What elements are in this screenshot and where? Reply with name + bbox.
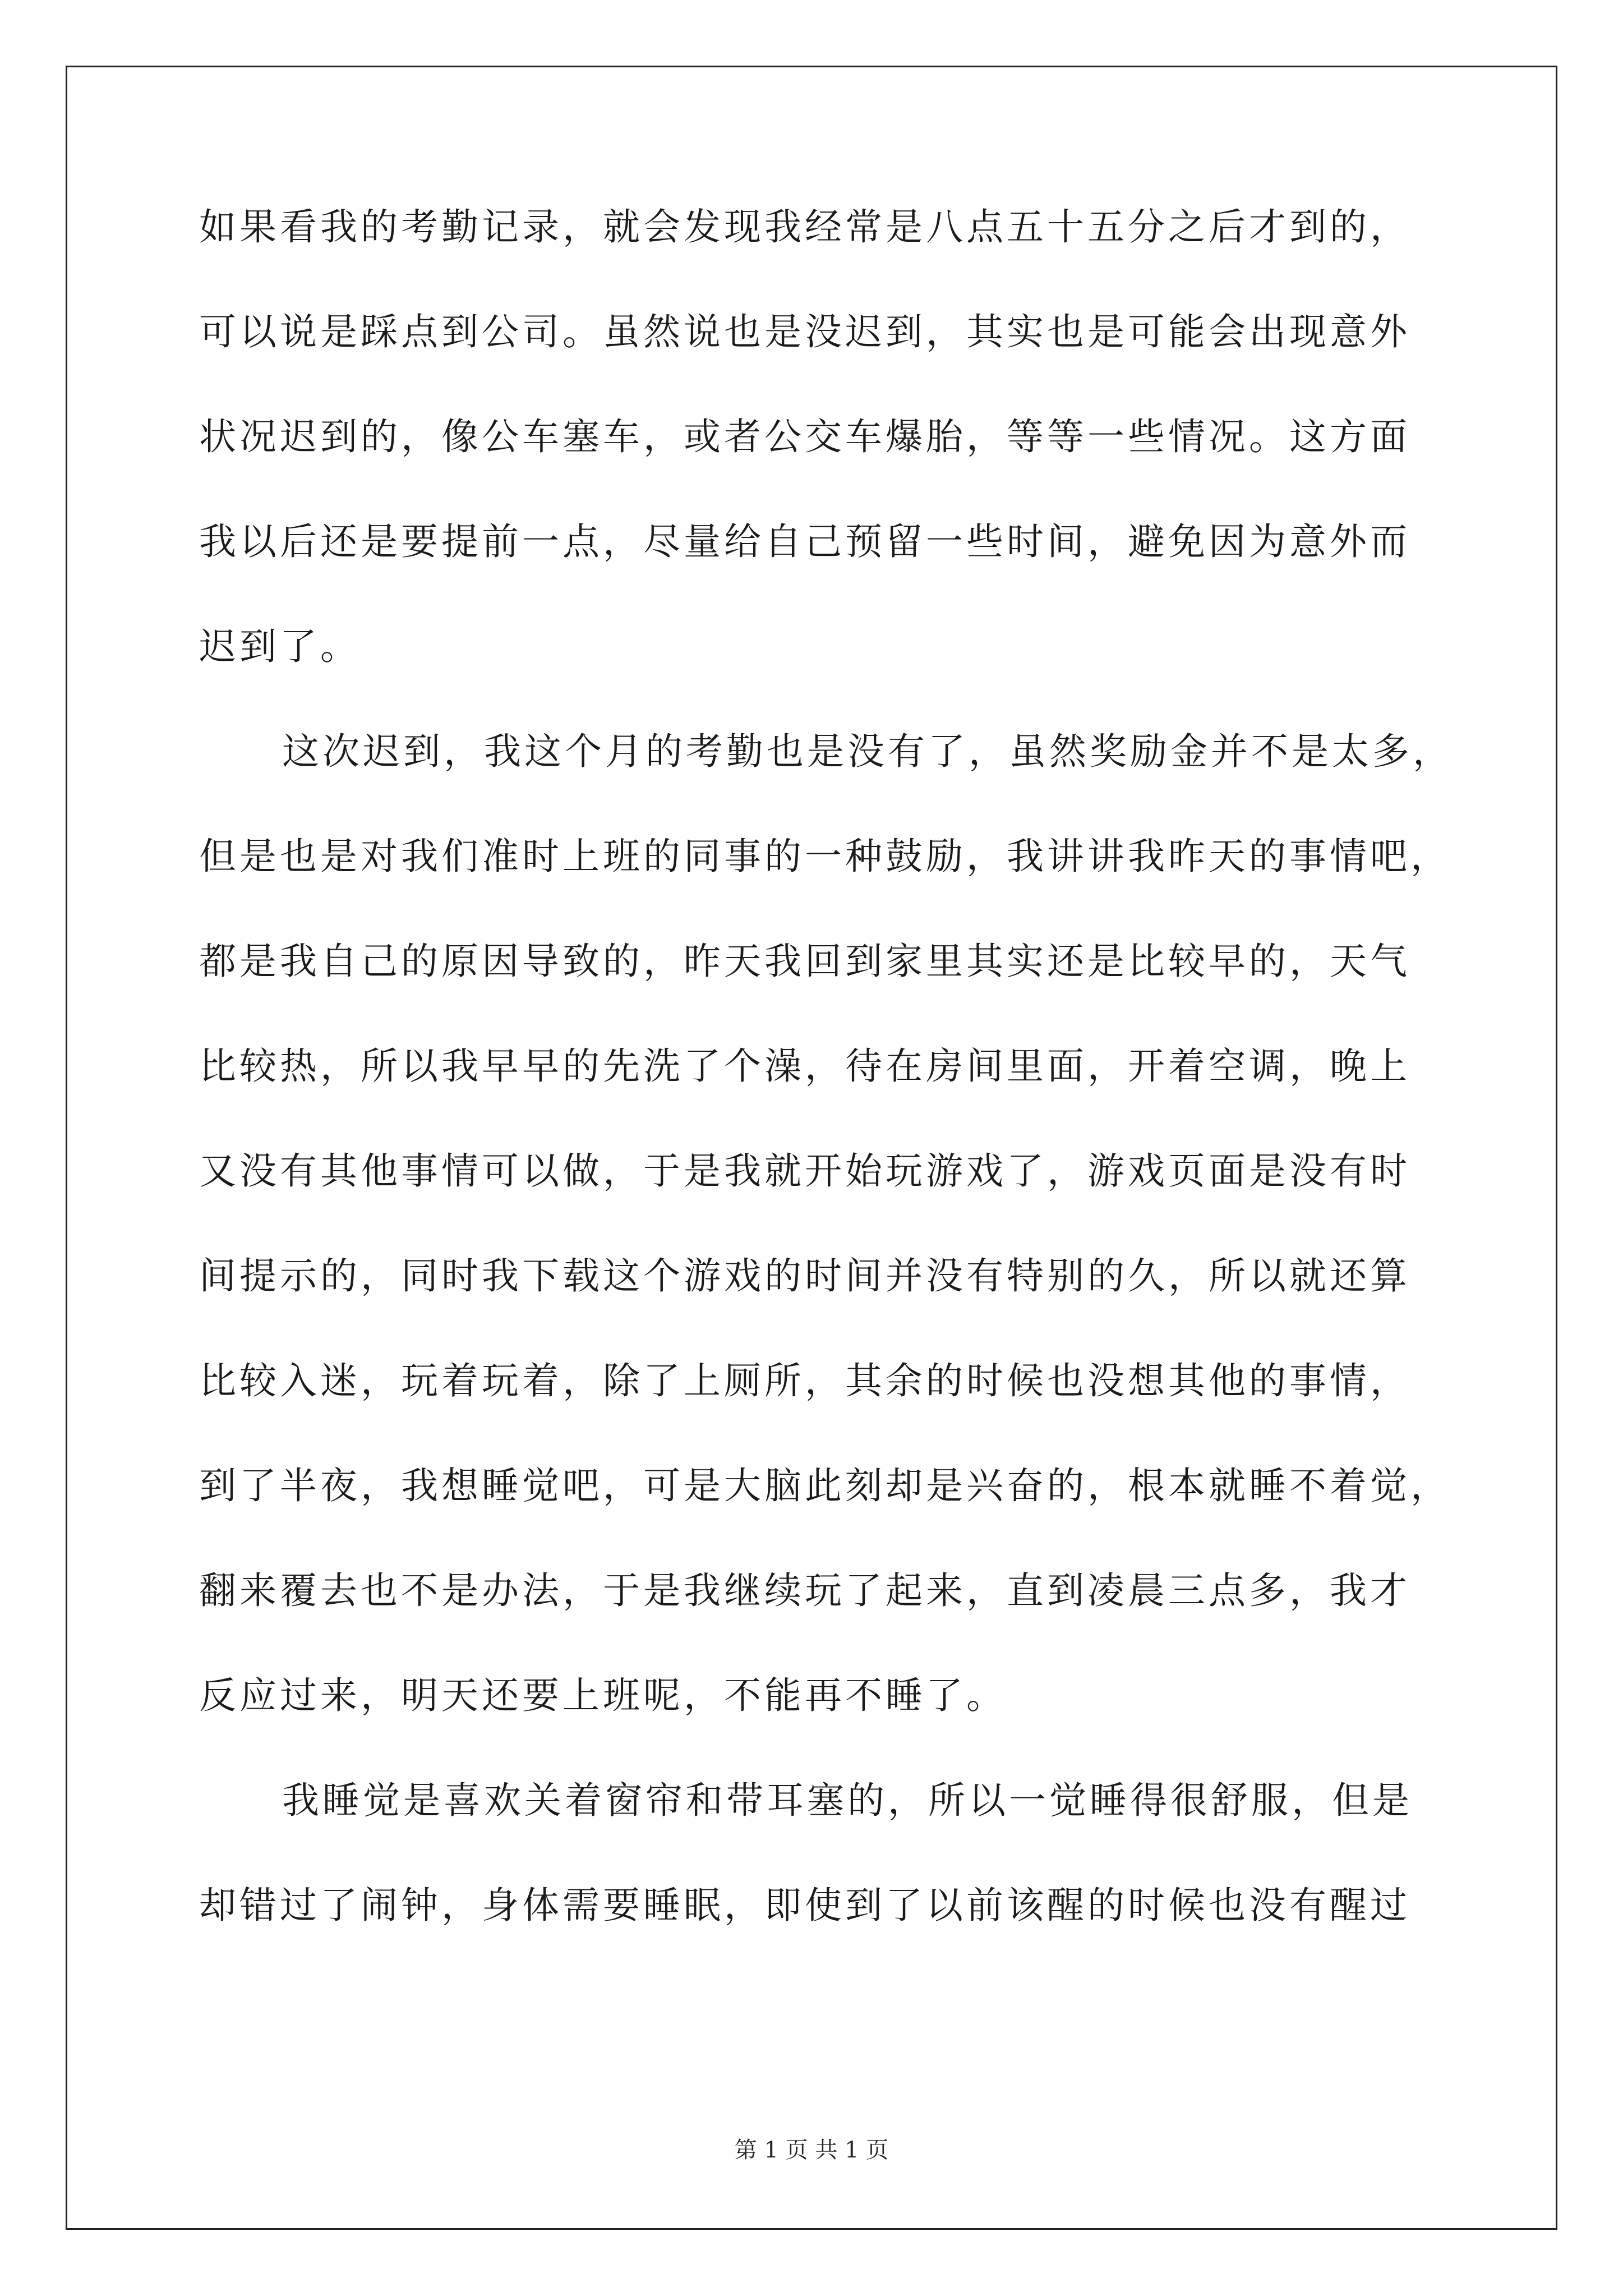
paragraph-first-line: 我睡觉是喜欢关着窗帘和带耳塞的，所以一觉睡得很舒服，但是 [282, 1779, 1413, 1822]
paragraph-first-line: 这次迟到，我这个月的考勤也是没有了，虽然奖励金并不是太多， [282, 730, 1453, 773]
text-line: 反应过来，明天还要上班呢，不能再不睡了。 [199, 1674, 1007, 1717]
text-line: 都是我自己的原因导致的，昨天我回到家里其实还是比较早的，天气 [199, 940, 1410, 983]
text-line: 迟到了。 [199, 625, 361, 668]
text-line: 我以后还是要提前一点，尽量给自己预留一些时间，避免因为意外而 [199, 520, 1410, 563]
text-line: 状况迟到的，像公车塞车，或者公交车爆胎，等等一些情况。这方面 [199, 415, 1410, 458]
text-line: 翻来覆去也不是办法，于是我继续玩了起来，直到凌晨三点多，我才 [199, 1569, 1410, 1612]
text-line: 可以说是踩点到公司。虽然说也是没迟到，其实也是可能会出现意外 [199, 310, 1410, 353]
text-line: 却错过了闹钟，身体需要睡眠，即使到了以前该醒的时候也没有醒过 [199, 1884, 1410, 1927]
text-line: 到了半夜，我想睡觉吧，可是大脑此刻却是兴奋的，根本就睡不着觉， [199, 1464, 1451, 1507]
text-line: 如果看我的考勤记录，就会发现我经常是八点五十五分之后才到的， [199, 205, 1410, 249]
text-line: 比较入迷，玩着玩着，除了上厕所，其余的时候也没想其他的事情， [199, 1359, 1410, 1402]
text-line: 间提示的，同时我下载这个游戏的时间并没有特别的久，所以就还算 [199, 1254, 1410, 1297]
text-line: 但是也是对我们准时上班的同事的一种鼓励，我讲讲我昨天的事情吧， [199, 835, 1451, 878]
text-line: 比较热，所以我早早的先洗了个澡，待在房间里面，开着空调，晚上 [199, 1045, 1410, 1088]
text-line: 又没有其他事情可以做，于是我就开始玩游戏了，游戏页面是没有时 [199, 1149, 1410, 1193]
page-number-footer: 第 1 页 共 1 页 [734, 2137, 889, 2163]
